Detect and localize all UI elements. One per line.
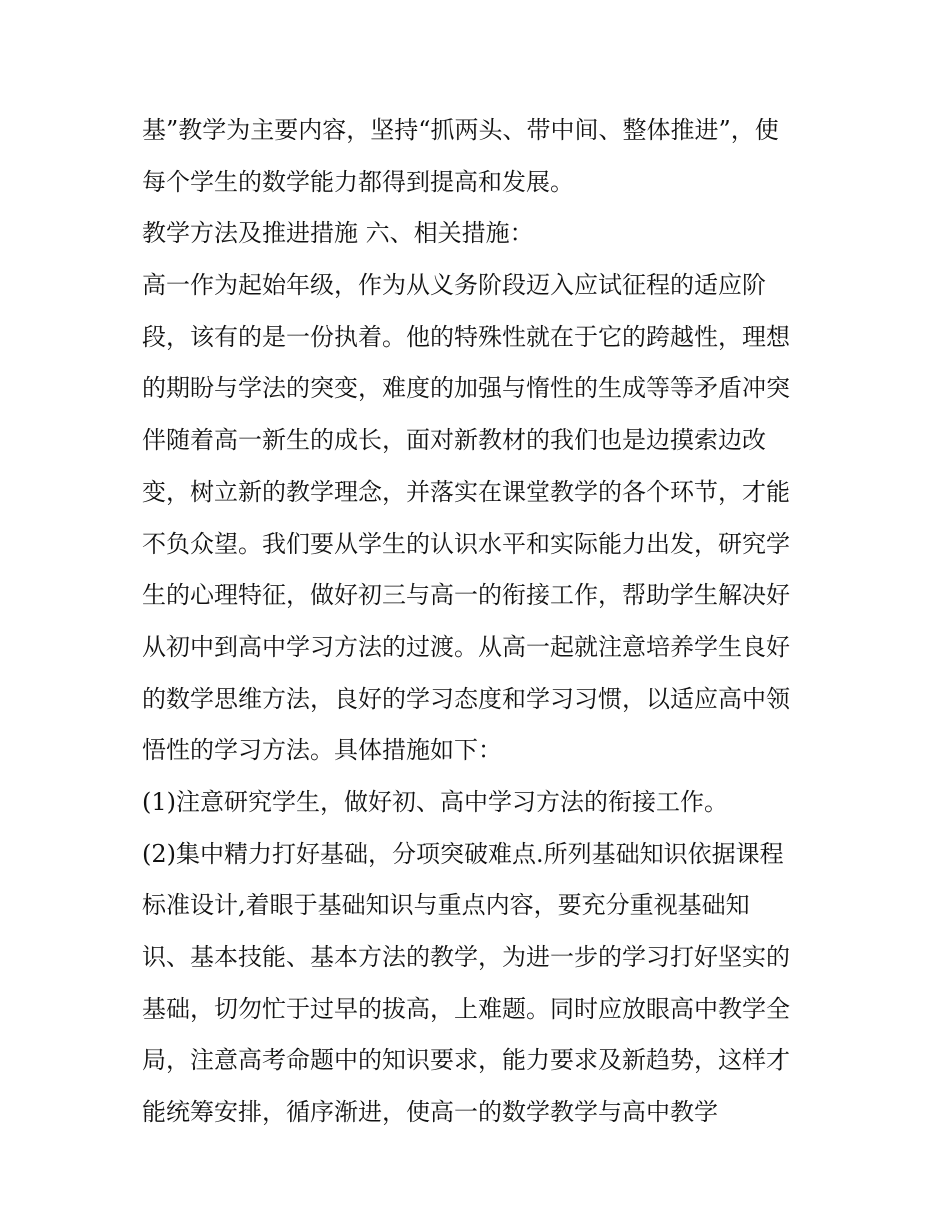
text-line: 局，注意高考命题中的知识要求，能力要求及新趋势，这样才 [142,1046,790,1075]
text-line: 识、基本技能、基本方法的教学，为进一步的学习打好坚实的 [142,943,790,971]
text-line: 每个学生的数学能力都得到提高和发展。 [142,167,574,196]
text-line: 从初中到高中学习方法的过渡。从高一起就注意培养学生良好 [142,632,790,661]
text-line: 基”教学为主要内容，坚持“抓两头、带中间、整体推进”，使 [142,116,779,144]
text-line: 段，该有的是一份执着。他的特殊性就在于它的跨越性，理想 [142,322,790,351]
text-line: 伴随着高一新生的成长，面对新教材的我们也是边摸索边改 [142,426,766,455]
text-line: 的期盼与学法的突变，难度的加强与惰性的生成等等矛盾冲突 [142,374,790,403]
text-line: 基础，切勿忙于过早的拔高，上难题。同时应放眼高中教学全 [142,994,790,1023]
text-line: 能统筹安排，循序渐进，使高一的数学教学与高中教学 [142,1098,718,1127]
text-line: 生的心理特征，做好初三与高一的衔接工作，帮助学生解决好 [142,581,790,610]
text-line: 悟性的学习方法。具体措施如下： [142,736,502,765]
text-line: 标准设计,着眼于基础知识与重点内容，要充分重视基础知 [142,891,750,920]
list-item-1: (1)注意研究学生，做好初、高中学习方法的衔接工作。 [142,787,728,816]
list-item-2: (2)集中精力打好基础，分项突破难点.所列基础知识依据课程 [142,839,784,868]
text-line: 的数学思维方法，良好的学习态度和学习习惯，以适应高中领 [142,684,790,713]
text-line: 不负众望。我们要从学生的认识水平和实际能力出发，研究学 [142,529,790,558]
text-line: 变，树立新的教学理念，并落实在课堂教学的各个环节，才能 [142,477,790,506]
section-heading: 教学方法及推进措施 六、相关措施： [142,219,534,248]
body-text [142,105,822,1139]
text-line: 高一作为起始年级，作为从义务阶段迈入应试征程的适应阶 [142,271,766,300]
